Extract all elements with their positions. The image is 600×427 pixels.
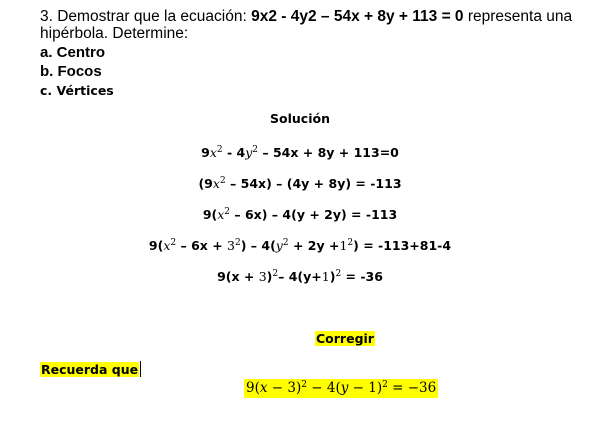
problem-statement: [40, 8, 590, 42]
step-2-part: – 54x) – (4y + 8y) = -113: [225, 176, 402, 191]
final-equation: [244, 379, 438, 398]
step-4-num: 3: [227, 238, 235, 253]
step-2-part: (9: [198, 176, 213, 191]
step-3-part: 9(: [202, 207, 218, 222]
step-4: [0, 238, 600, 253]
step-4-exp: 2: [282, 238, 289, 248]
solution-heading: Solución: [270, 111, 330, 126]
step-3: [0, 207, 600, 222]
problem-line2: hipérbola. Determine:: [40, 25, 189, 42]
final-eq-exp: 2: [301, 380, 307, 390]
step-2: [0, 176, 600, 191]
step-4-part: ) – 4(: [240, 238, 276, 253]
step-2-var-x: x: [212, 176, 220, 191]
final-eq-var-x: x: [259, 380, 268, 396]
step-5-part: = -36: [341, 269, 383, 284]
step-5-part: ): [266, 269, 273, 284]
step-5: [0, 269, 600, 284]
corregir-label: Corregir: [316, 331, 374, 346]
step-3-part: – 6x) – 4(y + 2y) = -113: [230, 207, 398, 222]
recuerda-label: Recuerda que: [41, 362, 139, 377]
step-1-var-x: x: [209, 145, 217, 160]
step-1-part: 9: [201, 145, 210, 160]
step-4-num: 1: [339, 238, 348, 253]
step-4-var-x: x: [163, 238, 171, 253]
item-focos: b. Focos: [40, 63, 102, 80]
final-eq-part: = −36: [387, 380, 437, 396]
step-4-var-y: y: [275, 238, 283, 253]
problem-equation: 9x2 - 4y2 – 54x + 8y + 113 = 0: [251, 8, 464, 25]
problem-tail: representa una: [463, 8, 573, 25]
item-vertices: c. Vértices: [40, 83, 114, 98]
problem-intro: 3. Demostrar que la ecuación:: [40, 8, 252, 25]
step-1-part: - 4: [222, 145, 246, 160]
step-5-exp: 2: [335, 269, 342, 279]
step-5-num: 1: [321, 269, 330, 284]
corregir-note: [315, 330, 375, 348]
step-5-num: 3: [258, 269, 267, 284]
step-5-part: ): [329, 269, 336, 284]
final-eq-part: − 4(: [306, 380, 341, 396]
step-5-exp: 2: [272, 269, 279, 279]
step-1-var-y: y: [245, 145, 253, 160]
final-eq-var-y: y: [340, 380, 349, 396]
text-cursor: [140, 361, 141, 377]
step-4-exp: 2: [234, 238, 241, 248]
step-4-part: + 2y +: [288, 238, 340, 253]
recuerda-note[interactable]: [40, 361, 141, 379]
step-1-exp: 2: [252, 145, 258, 155]
final-eq-part: 9(: [246, 380, 260, 396]
final-eq-exp: 2: [382, 380, 388, 390]
step-2-exp: 2: [219, 176, 226, 186]
step-5-part: – 4(y+: [278, 269, 322, 284]
final-eq-part: − 1): [348, 380, 383, 396]
step-4-exp: 2: [170, 238, 177, 248]
step-4-part: – 6x +: [176, 238, 228, 253]
final-eq-part: − 3): [267, 380, 302, 396]
step-5-part: 9(x +: [217, 269, 259, 284]
step-3-var-x: x: [217, 207, 225, 222]
item-centro: a. Centro: [40, 44, 106, 61]
step-1-exp: 2: [216, 145, 223, 155]
items-list: [40, 43, 114, 100]
step-4-part: ) = -113+81-4: [353, 238, 452, 253]
step-1-part: – 54x + 8y + 113=0: [258, 145, 399, 160]
step-1: [0, 145, 600, 160]
step-4-part: 9(: [148, 238, 164, 253]
step-3-exp: 2: [224, 207, 231, 217]
step-4-exp: 2: [347, 238, 354, 248]
